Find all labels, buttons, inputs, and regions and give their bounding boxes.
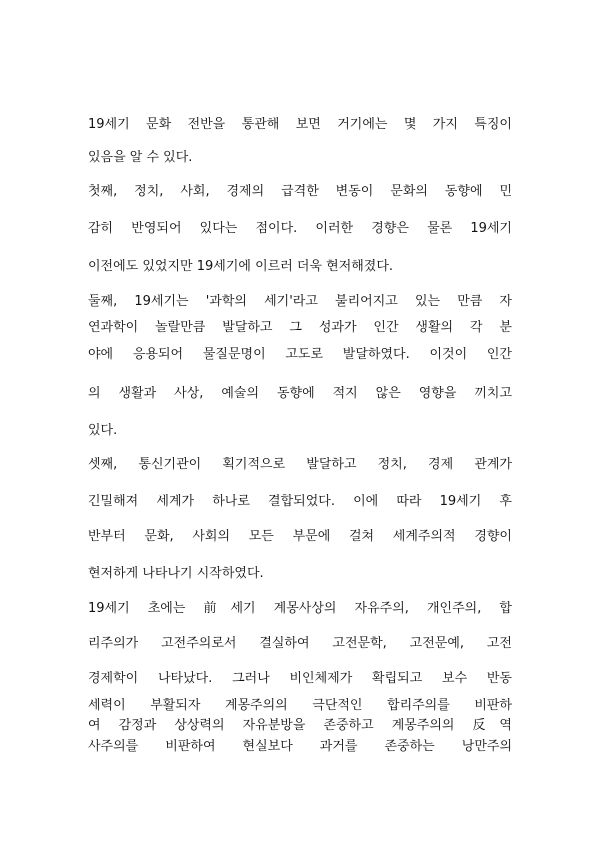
text-line: 셋째, 통신기관이 획기적으로 발달하고 정치, 경제 관계가 xyxy=(88,457,512,472)
text-line: 있다. xyxy=(88,423,118,438)
text-line: 여 감정과 상상력의 자유분방을 존중하고 계몽주의의 反역 xyxy=(88,718,512,733)
text-line: 긴밀해져 세계가 하나로 결합되었다. 이에 따라 19세기 후 xyxy=(88,494,512,509)
text-line: 감히 반영되어 있다는 점이다. 이러한 경향은 물론 19세기 xyxy=(88,221,512,236)
text-line: 19세기 초에는 前세기 계몽사상의 자유주의, 개인주의, 합 xyxy=(88,601,512,616)
text-line: 세력이 부활되자 계몽주의의 극단적인 합리주의를 비판하 xyxy=(88,698,512,713)
text-line: 연과학이 놀랄만큼 발달하고 그 성과가 인간 생활의 각 분 xyxy=(88,320,512,335)
text-line: 둘째, 19세기는 '과학의 세기'라고 불리어지고 있는 만큼 자 xyxy=(88,294,512,309)
text-line: 이전에도 있었지만 19세기에 이르러 더욱 현저해졌다. xyxy=(88,259,394,274)
text-line: 사주의를 비판하여 현실보다 과거를 존중하는 낭만주의 xyxy=(88,739,512,754)
text-line: 야에 응용되어 물질문명이 고도로 발달하였다. 이것이 인간 xyxy=(88,347,512,362)
text-line: 첫째, 정치, 사회, 경제의 급격한 변동이 문화의 동향에 민 xyxy=(88,184,512,199)
text-line: 리주의가 고전주의로서 결실하여 고전문학, 고전문예, 고전 xyxy=(88,636,512,651)
text-line: 경제학이 나타났다. 그러나 비인체제가 확립되고 보수 반동 xyxy=(88,671,512,686)
text-line: 반부터 문화, 사회의 모든 부문에 걸쳐 세계주의적 경향이 xyxy=(88,529,512,544)
text-line: 19세기 문화 전반을 통관해 보면 거기에는 몇 가지 특징이 xyxy=(88,117,512,132)
text-line: 의 생활과 사상, 예술의 동향에 적지 않은 영향을 끼치고 xyxy=(88,386,512,401)
text-line: 현저하게 나타나기 시작하였다. xyxy=(88,566,264,581)
text-line: 있음을 알 수 있다. xyxy=(88,150,193,165)
